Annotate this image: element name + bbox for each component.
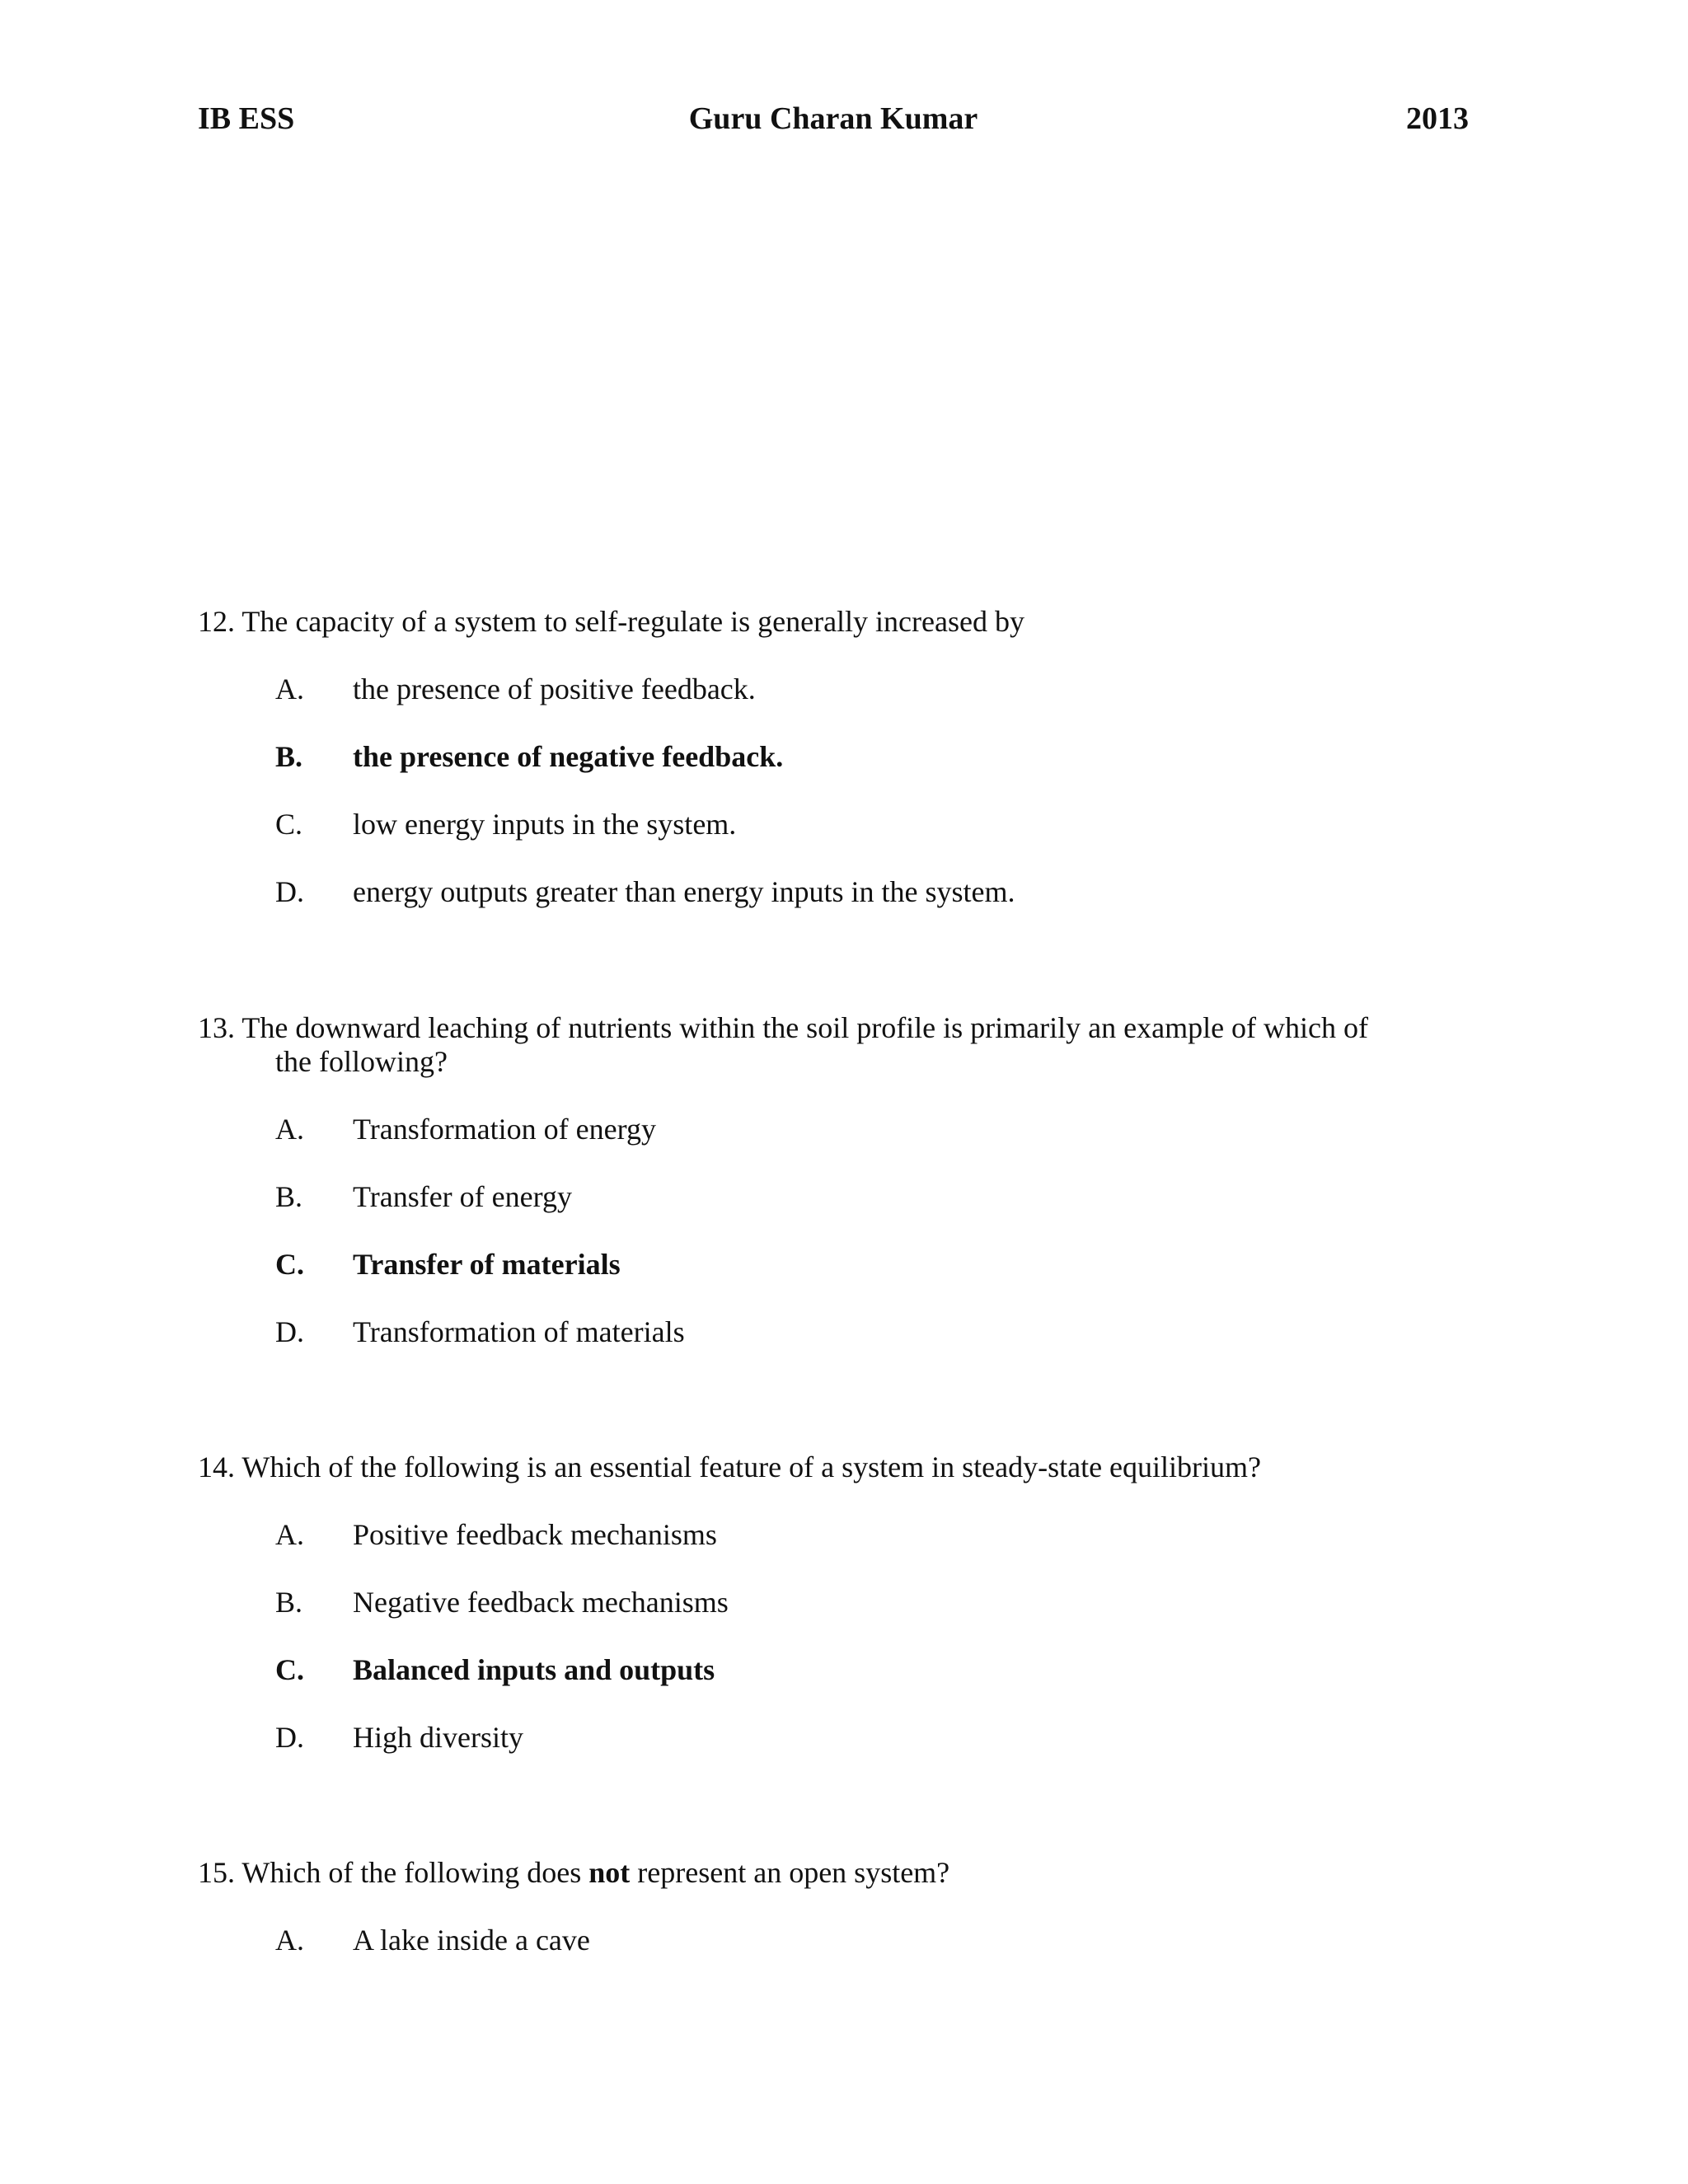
question-stem-continued: the following? bbox=[275, 1045, 448, 1078]
answer-options bbox=[198, 1113, 1451, 1349]
option-b bbox=[198, 1586, 1451, 1619]
option-text: High diversity bbox=[353, 1721, 523, 1754]
option-letter: A. bbox=[275, 673, 304, 705]
option-text: Positive feedback mechanisms bbox=[353, 1518, 717, 1551]
question-text: The downward leaching of nutrients within the soil profile is primarily an example of which of bbox=[241, 1011, 1369, 1044]
option-letter: C. bbox=[275, 1248, 304, 1281]
question-stem bbox=[198, 605, 1451, 639]
option-letter: B. bbox=[275, 740, 303, 773]
option-text: Transfer of materials bbox=[353, 1248, 621, 1281]
option-text: Negative feedback mechanisms bbox=[353, 1586, 729, 1619]
question-number: 15. bbox=[198, 1856, 235, 1889]
option-a bbox=[198, 673, 1451, 706]
option-text: the presence of positive feedback. bbox=[353, 673, 756, 705]
question-15 bbox=[198, 1856, 1451, 1957]
question-12 bbox=[198, 605, 1451, 909]
header-course: IB ESS bbox=[198, 101, 295, 136]
option-letter: A. bbox=[275, 1518, 304, 1551]
option-letter: D. bbox=[275, 1315, 304, 1348]
option-text: the presence of negative feedback. bbox=[353, 740, 784, 773]
question-14 bbox=[198, 1451, 1451, 1755]
option-text: Transformation of energy bbox=[353, 1113, 656, 1146]
option-text: low energy inputs in the system. bbox=[353, 808, 737, 841]
option-a bbox=[198, 1924, 1451, 1957]
answer-options bbox=[198, 1924, 1451, 1957]
question-number: 13. bbox=[198, 1011, 235, 1044]
header-author: Guru Charan Kumar bbox=[688, 101, 978, 136]
question-text-after: represent an open system? bbox=[637, 1856, 950, 1889]
question-stem bbox=[198, 1011, 1451, 1045]
option-a bbox=[198, 1113, 1451, 1146]
option-letter: D. bbox=[275, 1721, 304, 1754]
question-number: 12. bbox=[198, 605, 235, 638]
option-text: Transformation of materials bbox=[353, 1315, 685, 1348]
option-text: Balanced inputs and outputs bbox=[353, 1653, 715, 1686]
option-b-correct bbox=[198, 740, 1451, 774]
option-text: A lake inside a cave bbox=[353, 1924, 590, 1957]
answer-options bbox=[198, 673, 1451, 909]
option-letter: C. bbox=[275, 1653, 304, 1686]
option-a bbox=[198, 1518, 1451, 1552]
option-b bbox=[198, 1180, 1451, 1214]
question-text-before: Which of the following does bbox=[241, 1856, 582, 1889]
answer-options bbox=[198, 1518, 1451, 1755]
option-c-correct bbox=[198, 1653, 1451, 1687]
option-d bbox=[198, 1721, 1451, 1755]
question-text: Which of the following is an essential feature of a system in steady-state equilibrium? bbox=[241, 1451, 1261, 1483]
question-number: 14. bbox=[198, 1451, 235, 1483]
header-year: 2013 bbox=[1406, 101, 1469, 136]
option-letter: A. bbox=[275, 1113, 304, 1146]
question-stem bbox=[198, 1451, 1451, 1484]
question-stem bbox=[198, 1856, 1451, 1890]
question-emphasis: not bbox=[588, 1856, 631, 1889]
page-header bbox=[198, 97, 1469, 140]
question-text: The capacity of a system to self-regulate is generally increased by bbox=[241, 605, 1025, 638]
option-letter: D. bbox=[275, 875, 304, 908]
option-text: energy outputs greater than energy inputs in the system. bbox=[353, 875, 1015, 908]
option-d bbox=[198, 1315, 1451, 1349]
question-13 bbox=[198, 1011, 1451, 1349]
option-d bbox=[198, 875, 1451, 909]
option-c-correct bbox=[198, 1248, 1451, 1282]
option-letter: B. bbox=[275, 1180, 303, 1213]
option-letter: C. bbox=[275, 808, 303, 841]
option-letter: A. bbox=[275, 1924, 304, 1957]
option-text: Transfer of energy bbox=[353, 1180, 572, 1213]
option-c bbox=[198, 808, 1451, 841]
option-letter: B. bbox=[275, 1586, 303, 1619]
